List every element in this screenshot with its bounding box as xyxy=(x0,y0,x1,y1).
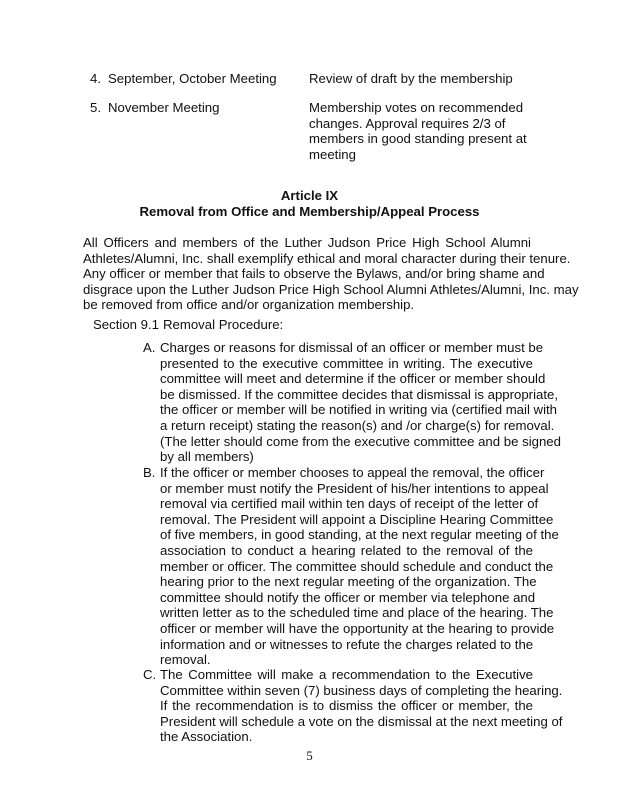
list-item-line: association to conduct a hearing related to the removal of the xyxy=(160,542,533,558)
list-item-line: committee will meet and determine if the officer or member should xyxy=(160,371,546,387)
list-item-line: presented to the executive committee in writing. The executive xyxy=(160,355,533,371)
article-number: Article IX xyxy=(280,188,339,203)
intro-line: be removed from office and/or organization membership. xyxy=(83,297,415,313)
schedule-label xyxy=(90,71,300,87)
intro-line: Athletes/Alumni, Inc. shall exemplify ethical and moral character during their tenure. xyxy=(83,250,571,266)
section-heading xyxy=(93,317,283,333)
list-item-line: removal. xyxy=(160,652,211,668)
list-item-body xyxy=(160,465,559,668)
list-item-line: (The letter should come from the executive committee and be signed xyxy=(160,433,561,449)
intro-line: Any officer or member that fails to observe the Bylaws, and/or bring shame and xyxy=(83,266,545,282)
intro-line: disgrace upon the Luther Judson Price High School Alumni Athletes/Alumni, Inc. may xyxy=(83,281,579,297)
intro-line: All Officers and members of the Luther Judson Price High School Alumni xyxy=(83,235,531,250)
list-item-line: or member must notify the President of his/her intentions to appeal xyxy=(160,480,549,496)
section-number: Section 9.1 xyxy=(93,317,159,332)
page-number: 5 xyxy=(306,748,313,763)
list-item-letter: B. xyxy=(143,465,156,480)
schedule-label xyxy=(90,100,300,116)
schedule-description-line: members in good standing present at xyxy=(309,131,527,147)
list-item-line: Charges or reasons for dismissal of an officer or member must be xyxy=(160,340,544,355)
list-item-line: of five members, in good standing, at the next regular meeting of the xyxy=(160,527,559,543)
schedule-description-line: changes. Approval requires 2/3 of xyxy=(309,115,506,131)
schedule-description-line: Membership votes on recommended xyxy=(309,100,524,115)
list-item-line: If the officer or member chooses to appeal the removal, the officer xyxy=(160,465,545,480)
schedule-description xyxy=(309,100,529,162)
list-item-line: be dismissed. If the committee decides that dismissal is appropriate, xyxy=(160,386,559,402)
list-item-line: Committee within seven (7) business days of completing the hearing. xyxy=(160,682,563,698)
list-item-line: committee should notify the officer or member via telephone and xyxy=(160,589,536,605)
schedule-description xyxy=(309,71,529,87)
list-item-line: If the recommendation is to dismiss the officer or member, the xyxy=(160,698,533,714)
schedule-description-line: meeting xyxy=(309,146,356,162)
list-item-line: officer or member will have the opportunity at the hearing to provide xyxy=(160,620,555,636)
list-item-line: member or officer. The committee should schedule and conduct the xyxy=(160,558,554,574)
list-item-line: written letter as to the scheduled time and place of the hearing. The xyxy=(160,605,554,621)
list-item-line: by all members) xyxy=(160,449,254,465)
list-item-letter: A. xyxy=(143,340,156,355)
list-item-line: information and or witnesses to refute the charges related to the xyxy=(160,636,534,652)
article-title: Removal from Office and Membership/Appeal Process xyxy=(139,204,480,219)
list-item-line: removal via certified mail within ten days of receipt of the letter of xyxy=(160,496,539,512)
list-item-body xyxy=(160,340,561,465)
list-item-line: hearing prior to the next regular meeting of the organization. The xyxy=(160,574,537,590)
list-item-line: removal. The President will appoint a Discipline Hearing Committee xyxy=(160,511,554,527)
schedule-description-line: Review of draft by the membership xyxy=(309,71,513,86)
list-item-line: The Committee will make a recommendation to the Executive xyxy=(160,667,533,682)
list-item-letter: C. xyxy=(143,667,157,682)
list-item-line: President will schedule a vote on the dismissal at the next meeting of xyxy=(160,713,563,729)
list-item-line: the officer or member will be notified in writing via (certified mail with xyxy=(160,402,557,418)
intro-paragraph xyxy=(83,235,579,313)
list-item-body xyxy=(160,667,563,745)
schedule-label-text: September, October Meeting xyxy=(108,71,277,86)
schedule-number: 4. xyxy=(90,71,101,86)
schedule-number: 5. xyxy=(90,100,101,115)
list-item-line: a return receipt) stating the reason(s) and /or charge(s) for removal. xyxy=(160,417,555,433)
schedule-label-text: November Meeting xyxy=(108,100,220,115)
section-title: Removal Procedure: xyxy=(163,317,284,332)
list-item-line: the Association. xyxy=(160,729,253,745)
